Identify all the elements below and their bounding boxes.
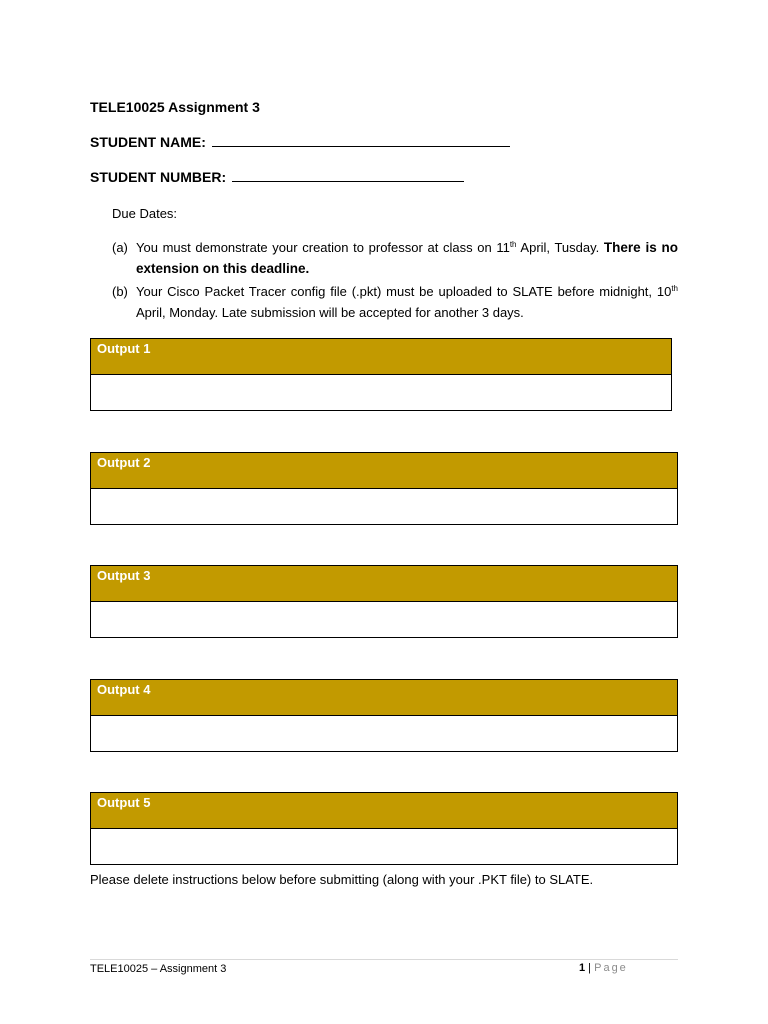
submission-note: Please delete instructions below before submitting (along with your .PKT file) to SLATE. [90,872,594,887]
page-number: 1 [579,962,586,974]
footer-divider [90,959,678,960]
document-title: TELE10025 Assignment 3 [90,99,260,115]
output-header: Output 3 [91,566,677,602]
output-content-area[interactable] [91,489,677,524]
student-name-field [90,134,510,150]
student-number-label: STUDENT NUMBER: [90,169,230,185]
output-box-1 [90,338,672,411]
footer-page-indicator [579,962,628,974]
item-text-part: April, Tusday. [516,240,604,255]
output-content-area[interactable] [91,375,671,410]
item-text [136,237,678,279]
item-text [136,281,678,323]
item-text-part: April, Monday. Late submission will be accepted for another 3 days. [136,305,524,320]
student-number-line [232,169,464,182]
ordinal-suffix: th [509,240,517,249]
output-box-2 [90,452,678,525]
output-header: Output 4 [91,680,677,716]
output-header: Output 2 [91,453,677,489]
due-dates-label: Due Dates: [112,206,178,221]
item-marker: (b) [112,284,128,299]
page-separator: | [585,962,595,974]
student-number-field [90,169,464,185]
output-box-4 [90,679,678,752]
item-marker: (a) [112,240,128,255]
item-text-part: Your Cisco Packet Tracer config file (.pkt) must be uploaded to SLATE before midnight, 10 [136,284,672,299]
output-box-5 [90,792,678,865]
due-item-b [112,281,678,323]
output-box-3 [90,565,678,638]
output-content-area[interactable] [91,716,677,751]
item-text-part: You must demonstrate your creation to professor at class on 11 [136,240,510,255]
footer-course-title: TELE10025 – Assignment 3 [90,963,227,975]
page-word: Page [594,962,628,974]
item-emphasis: There is no extension on this deadline. [136,240,678,276]
output-header: Output 1 [91,339,671,375]
due-item-a [112,237,678,279]
student-name-line [212,134,510,147]
student-name-label: STUDENT NAME: [90,134,210,150]
ordinal-suffix: th [671,284,678,293]
output-content-area[interactable] [91,829,677,864]
output-header: Output 5 [91,793,677,829]
output-content-area[interactable] [91,602,677,637]
